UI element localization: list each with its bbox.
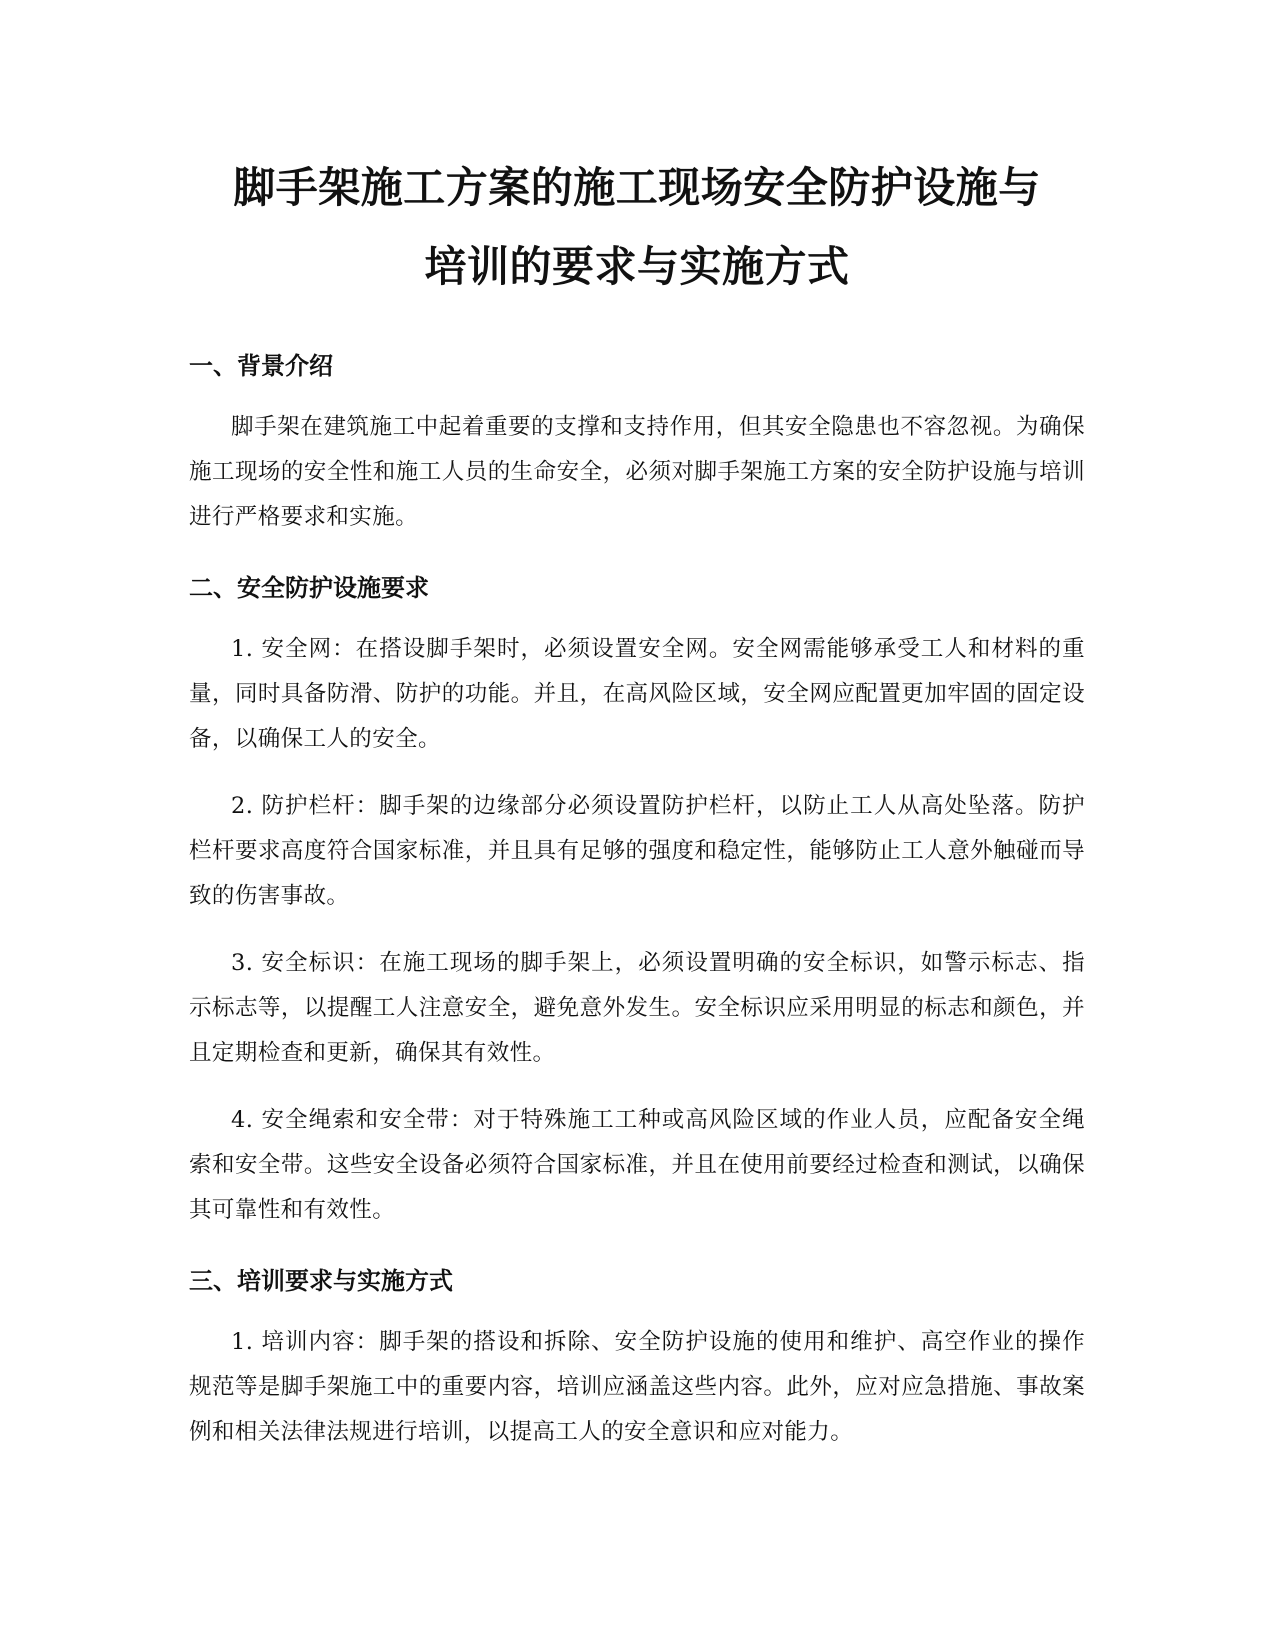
- section-heading-safety-facilities: 二、安全防护设施要求: [189, 574, 429, 602]
- guardrail-paragraph: 2. 防护栏杆：脚手架的边缘部分必须设置防护栏杆，以防止工人从高处坠落。防护栏杆要求高度符合国家标准，并且具有足够的强度和稳定性，能够防止工人意外触碰而导致的伤害事故。: [189, 793, 1085, 909]
- section-heading-training: 三、培训要求与实施方式: [189, 1267, 453, 1295]
- title-line-1: 脚手架施工方案的施工现场安全防护设施与: [233, 163, 1041, 212]
- training-content-paragraph: 1. 培训内容：脚手架的搭设和拆除、安全防护设施的使用和维护、高空作业的操作规范等是脚手架施工中的重要内容，培训应涵盖这些内容。此外，应对应急措施、事故案例和相关法律法规进行培训，以提高工人的安全意识和应对能力。: [189, 1329, 1085, 1445]
- safety-signs-paragraph: 3. 安全标识：在施工现场的脚手架上，必须设置明确的安全标识，如警示标志、指示标志等，以提醒工人注意安全，避免意外发生。安全标识应采用明显的标志和颜色，并且定期检查和更新，确保其有效性。: [189, 950, 1085, 1066]
- document-body: [189, 148, 1085, 1455]
- background-paragraph: 脚手架在建筑施工中起着重要的支撑和支持作用，但其安全隐患也不容忽视。为确保施工现场的安全性和施工人员的生命安全，必须对脚手架施工方案的安全防护设施与培训进行严格要求和实施。: [189, 414, 1085, 530]
- safety-net-paragraph: 1. 安全网：在搭设脚手架时，必须设置安全网。安全网需能够承受工人和材料的重量，同时具备防滑、防护的功能。并且，在高风险区域，安全网应配置更加牢固的固定设备，以确保工人的安全。: [189, 636, 1085, 752]
- section-heading-background: 一、背景介绍: [189, 352, 333, 380]
- title-line-2: 培训的要求与实施方式: [424, 242, 850, 291]
- safety-rope-belt-paragraph: 4. 安全绳索和安全带：对于特殊施工工种或高风险区域的作业人员，应配备安全绳索和安全带。这些安全设备必须符合国家标准，并且在使用前要经过检查和测试，以确保其可靠性和有效性。: [189, 1107, 1085, 1223]
- document-title: [189, 148, 1085, 306]
